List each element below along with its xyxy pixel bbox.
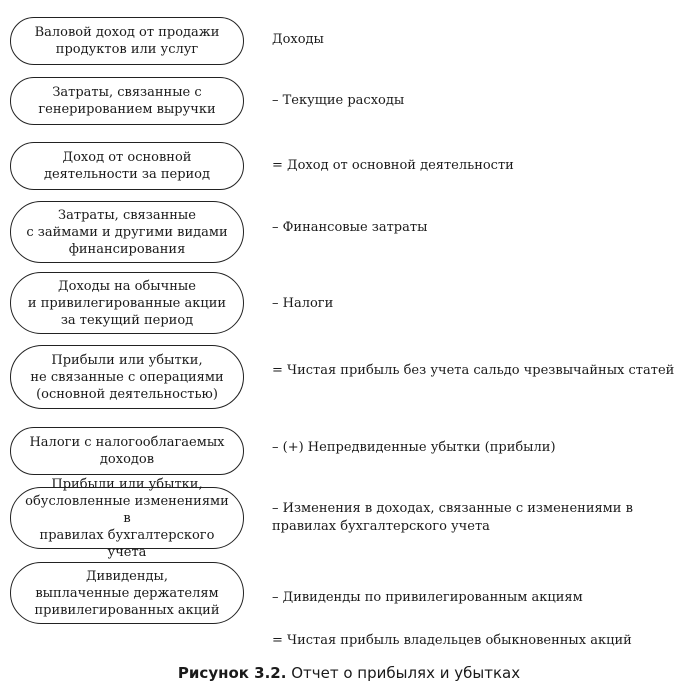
pill-5-text: Прибыли или убытки, не связанные с операциями (основной деятельностью) bbox=[30, 352, 224, 402]
label-4: – Налоги bbox=[272, 296, 334, 311]
pill-7 bbox=[10, 476, 244, 560]
pill-3 bbox=[10, 201, 244, 263]
pill-8-text: Дивиденды, выплаченные держателям привилегированных акций bbox=[34, 568, 220, 618]
pill-3-text: Затраты, связанные с займами и другими видами финансирования bbox=[26, 207, 228, 257]
label-6: – (+) Непредвиденные убытки (прибыли) bbox=[272, 440, 556, 455]
pill-4 bbox=[10, 272, 244, 334]
pill-2-text: Доход от основной деятельности за период bbox=[43, 150, 211, 182]
pill-8 bbox=[10, 562, 244, 624]
label-7: – Изменения в доходах, связанные с изменениями в правилах бухгалтерского учета bbox=[272, 501, 633, 534]
label-1: – Текущие расходы bbox=[272, 93, 405, 108]
caption-text: Отчет о прибылях и убытках bbox=[286, 664, 521, 682]
pill-1-text: Затраты, связанные с генерированием выручки bbox=[38, 85, 216, 117]
pill-1 bbox=[10, 77, 244, 125]
label-3: – Финансовые затраты bbox=[272, 220, 428, 235]
label-final: = Чистая прибыль владельцев обыкновенных акций bbox=[272, 633, 632, 648]
pill-7-text: Прибыли или убытки, обусловленные изменениями в правилах бухгалтерского учета bbox=[25, 476, 229, 560]
figure-caption bbox=[0, 664, 698, 682]
label-2: = Доход от основной деятельности bbox=[272, 158, 514, 173]
pill-2 bbox=[10, 142, 244, 190]
label-8: – Дивиденды по привилегированным акциям bbox=[272, 590, 583, 605]
label-5: = Чистая прибыль без учета сальдо чрезвычайных статей bbox=[272, 363, 675, 378]
pill-0 bbox=[10, 17, 244, 65]
label-0: Доходы bbox=[272, 32, 324, 47]
pill-6-text: Налоги с налогооблагаемых доходов bbox=[29, 435, 225, 467]
pill-4-text: Доходы на обычные и привилегированные акции за текущий период bbox=[27, 278, 227, 328]
pill-6 bbox=[10, 427, 244, 475]
pill-0-text: Валовой доход от продажи продуктов или услуг bbox=[34, 25, 220, 57]
caption-prefix: Рисунок 3.2. bbox=[177, 664, 287, 682]
pill-5 bbox=[10, 345, 244, 409]
